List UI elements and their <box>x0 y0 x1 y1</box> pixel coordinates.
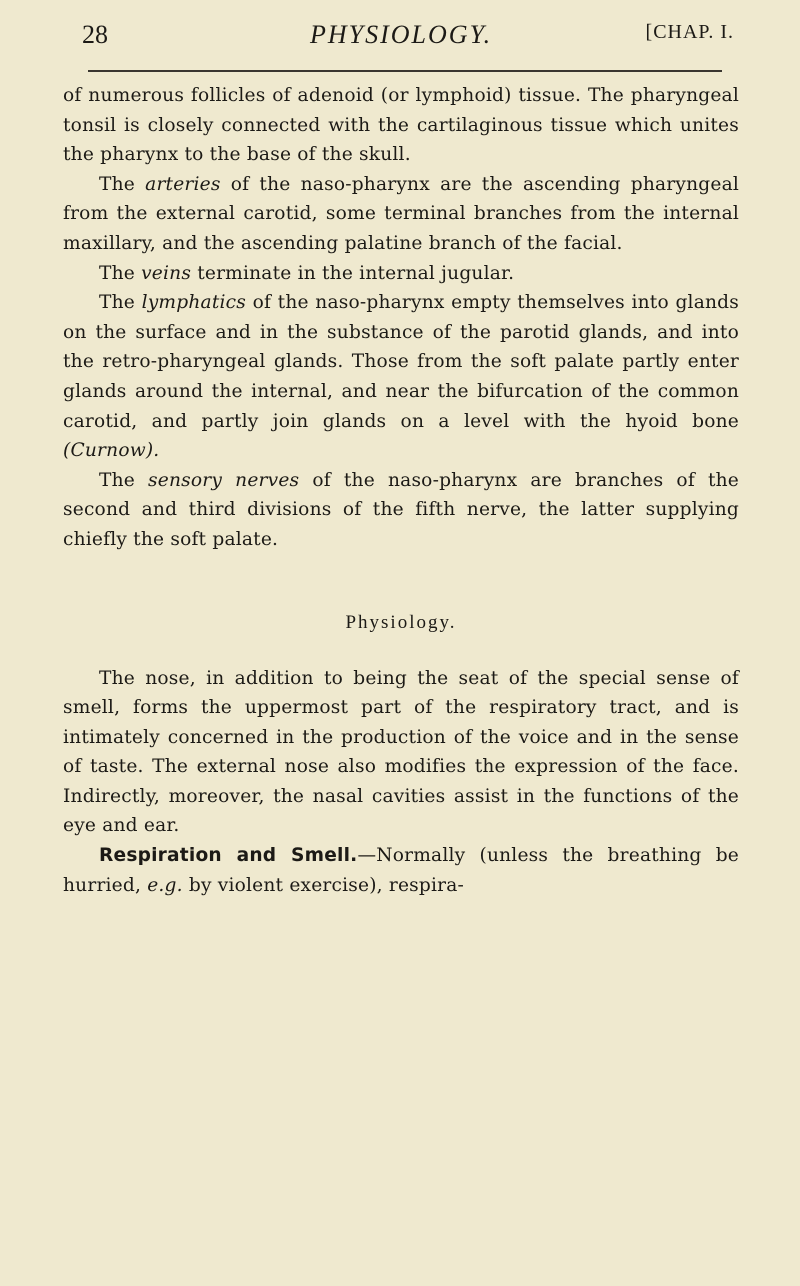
paragraph-respiration <box>63 841 739 900</box>
running-head <box>82 20 742 60</box>
paragraph-text: The <box>99 292 142 314</box>
run-in-heading: Respiration and Smell. <box>99 845 358 867</box>
paragraph-physiology: The nose, in addition to being the seat of the special sense of smell, forms the uppermost part of the respiratory tract, and is intimately concerned in the production of the voice and in the sense of taste. The external nose also modifies the expression of the face. Indirectly, moreover, the nasal cavities assist in the functions of the eye and ear. <box>63 667 739 837</box>
section-heading: Physiology. <box>345 611 457 633</box>
paragraph-text: of the naso-pharynx are the ascending pharyngeal from the external carotid, some terminal branches from the internal maxillary, and the ascending palatine branch of the facial. <box>63 173 740 254</box>
paragraph-text: terminate in the internal jugular. <box>191 262 515 284</box>
paragraph-text: of the naso-pharynx are branches of the second and third divisions of the fifth nerve, the latter supplying chiefly the soft palate. <box>63 469 740 550</box>
italic-term: sensory nerves <box>148 469 300 491</box>
page-number: 28 <box>82 20 108 49</box>
paragraph-text: by violent exercise), respira- <box>182 874 465 896</box>
header-rule <box>88 70 722 72</box>
paragraph-lymphatics <box>63 288 739 466</box>
paragraph-text: The <box>99 173 146 195</box>
chapter-reference: [CHAP. I. <box>645 21 734 43</box>
paragraph-text: The <box>99 262 142 284</box>
running-title: PHYSIOLOGY. <box>310 20 493 49</box>
italic-citation: (Curnow). <box>63 440 160 462</box>
italic-abbreviation: e.g. <box>147 874 183 896</box>
paragraph-follicles: of numerous follicles of adenoid (or lymphoid) tissue. The pharyngeal tonsil is closely connected with the cartilaginous tissue which unites the pharynx to the base of the skull. <box>63 85 739 166</box>
paragraph-text: The <box>99 469 149 491</box>
italic-term: veins <box>141 262 192 284</box>
body-text <box>63 81 739 900</box>
italic-term: arteries <box>145 173 221 195</box>
paragraph-text: of the naso-pharynx empty themselves into glands on the surface and in the substance of the parotid glands, and into the retro-pharyngeal glands. Those from the soft palate partly enter glands around the internal, and near the bifurcation of the common carotid, and partly join glands on a level with the hyoid bone <box>63 292 740 432</box>
paragraph-text: —Normally (unless the breathing be hurried, <box>63 845 740 896</box>
paragraph-sensory-nerves <box>63 466 739 555</box>
italic-term: lymphatics <box>141 292 246 314</box>
paragraph-veins <box>63 259 739 289</box>
paragraph-arteries <box>63 170 739 259</box>
